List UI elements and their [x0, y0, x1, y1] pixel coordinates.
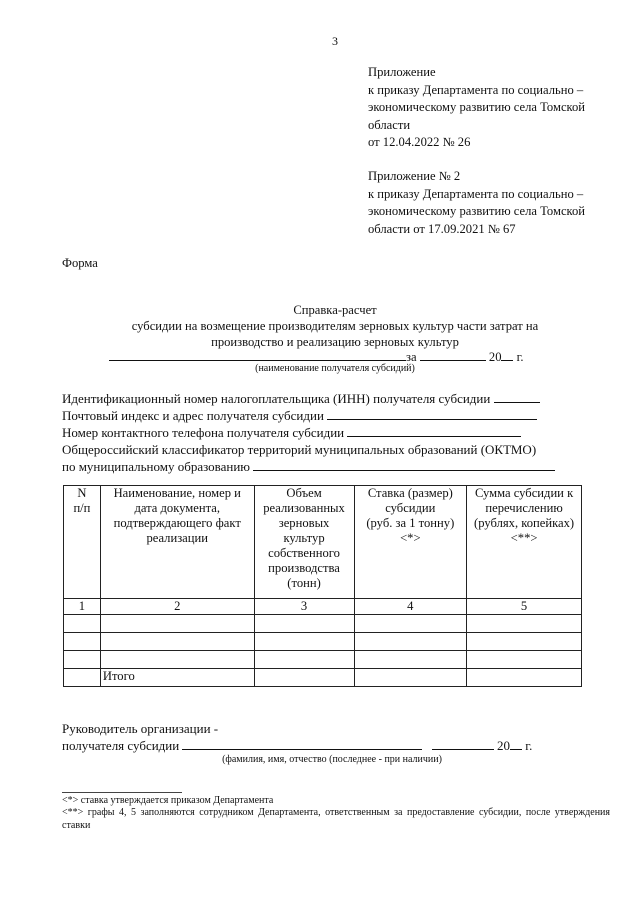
column-number: 3 — [254, 599, 354, 615]
table-cell[interactable] — [100, 615, 254, 633]
appendix-1-line: экономическому развитию села Томской — [368, 100, 586, 114]
table-cell[interactable] — [100, 633, 254, 651]
column-number-row — [64, 599, 582, 615]
column-number: 4 — [354, 599, 467, 615]
appendix-1 — [368, 64, 585, 152]
table-cell[interactable] — [467, 615, 582, 633]
appendix-2-line: Приложение № 2 — [368, 169, 461, 183]
table-cell[interactable] — [64, 615, 101, 633]
appendix-2-line: к приказу Департамента по социально – — [368, 186, 584, 201]
table-cell[interactable] — [467, 669, 582, 687]
address-label: Почтовый индекс и адрес получателя субсидии — [62, 408, 324, 423]
table-cell[interactable] — [354, 633, 467, 651]
address-row — [62, 407, 537, 424]
table-row — [64, 651, 582, 669]
signature-year-suffix: г. — [525, 738, 533, 753]
inn-row — [62, 390, 540, 407]
table-cell[interactable] — [354, 669, 467, 687]
page-number: 3 — [332, 34, 338, 48]
appendix-1-line: области — [368, 117, 411, 132]
table-cell[interactable] — [254, 615, 354, 633]
appendix-1-line: от 12.04.2022 № 26 — [368, 135, 471, 149]
table-cell[interactable] — [100, 651, 254, 669]
appendix-2 — [368, 168, 585, 238]
footnote-2-mark: <**> — [62, 807, 84, 818]
municipality-field[interactable] — [253, 458, 555, 471]
table-cell[interactable] — [354, 651, 467, 669]
year-field[interactable] — [501, 348, 513, 361]
period-for-label: за — [406, 350, 417, 364]
appendix-1-line: к приказу Департамента по социально – — [368, 82, 584, 97]
table-cell[interactable] — [64, 633, 101, 651]
table-cell[interactable] — [254, 633, 354, 651]
doc-subtitle-line-2: производство и реализацию зерновых культур — [211, 335, 459, 349]
table-cell[interactable] — [467, 633, 582, 651]
footnote-1-mark: <*> — [62, 795, 79, 806]
oktmo-municipality-row — [62, 458, 555, 475]
header-text: N п/п — [73, 486, 91, 515]
header-text: Сумма субсидии к перечислению (рублях, копейках) <**> — [474, 486, 575, 545]
total-label: Итого — [100, 669, 254, 687]
oktmo-row — [62, 441, 536, 458]
table-row — [64, 633, 582, 651]
table-row — [64, 615, 582, 633]
table-cell[interactable] — [354, 615, 467, 633]
signature-name-field[interactable] — [182, 737, 422, 750]
appendix-2-line: экономическому развитию села Томской — [368, 204, 586, 218]
header-amount — [467, 486, 582, 599]
appendix-2-line: области от 17.09.2021 № 67 — [368, 221, 516, 236]
signature-name-note: (фамилия, имя, отчество (последнее - при наличии) — [222, 754, 442, 765]
signature-label: получателя субсидии — [62, 738, 180, 753]
footnote-1-text: ставка утверждается приказом Департамента — [80, 795, 274, 806]
footnote-divider — [62, 792, 182, 793]
total-row — [64, 669, 582, 687]
header-volume — [254, 486, 354, 599]
footnote-2 — [62, 806, 610, 832]
signature-row — [62, 737, 532, 754]
doc-subtitle-line-1: субсидии на возмещение производителям зерновых культур части затрат на — [131, 319, 539, 333]
table-cell — [64, 669, 101, 687]
header-text: Объем реализованных зерновых культур собственного производства (тонн) — [263, 486, 345, 590]
year-label: 20 — [488, 350, 502, 364]
header-rate — [354, 486, 467, 599]
table-cell[interactable] — [64, 651, 101, 669]
subsidy-table — [63, 485, 582, 687]
header-text: Наименование, номер и дата документа, подтверждающего факт реализации — [113, 486, 241, 545]
phone-label: Номер контактного телефона получателя субсидии — [62, 425, 345, 440]
inn-field[interactable] — [494, 390, 540, 403]
header-row-number — [64, 486, 101, 599]
phone-field[interactable] — [347, 424, 521, 437]
table-header-row — [64, 486, 582, 599]
inn-label: Идентификационный номер налогоплательщика (ИНН) получателя субсидии — [62, 391, 491, 406]
header-document — [100, 486, 254, 599]
table-cell[interactable] — [467, 651, 582, 669]
recipient-name-field[interactable] — [109, 348, 406, 361]
appendix-1-line: Приложение — [368, 65, 436, 79]
signature-year-field[interactable] — [510, 737, 522, 750]
signature-year-label: 20 — [496, 738, 510, 753]
oktmo-by-label: по муниципальному образованию — [62, 459, 251, 474]
column-number: 5 — [467, 599, 582, 615]
table-cell[interactable] — [254, 651, 354, 669]
phone-row — [62, 424, 521, 441]
header-text: Ставка (размер) субсидии (руб. за 1 тонну) <*> — [366, 486, 455, 545]
signature-date-field[interactable] — [432, 737, 494, 750]
address-field[interactable] — [327, 407, 537, 420]
signature-heading: Руководитель организации - — [62, 721, 219, 736]
period-field[interactable] — [420, 348, 486, 361]
column-number: 2 — [100, 599, 254, 615]
form-label: Форма — [62, 256, 98, 270]
column-number: 1 — [64, 599, 101, 615]
oktmo-label: Общероссийский классификатор территорий муниципальных образований (ОКТМО) — [62, 442, 537, 457]
year-suffix: г. — [516, 350, 524, 364]
recipient-name-note: (наименование получателя субсидий) — [255, 363, 415, 374]
table-cell[interactable] — [254, 669, 354, 687]
footnote-2-text: графы 4, 5 заполняются сотрудником Департамента, ответственным за предоставление субсидии, после утверждения ставки — [62, 807, 610, 831]
doc-title: Справка-расчет — [293, 303, 377, 317]
